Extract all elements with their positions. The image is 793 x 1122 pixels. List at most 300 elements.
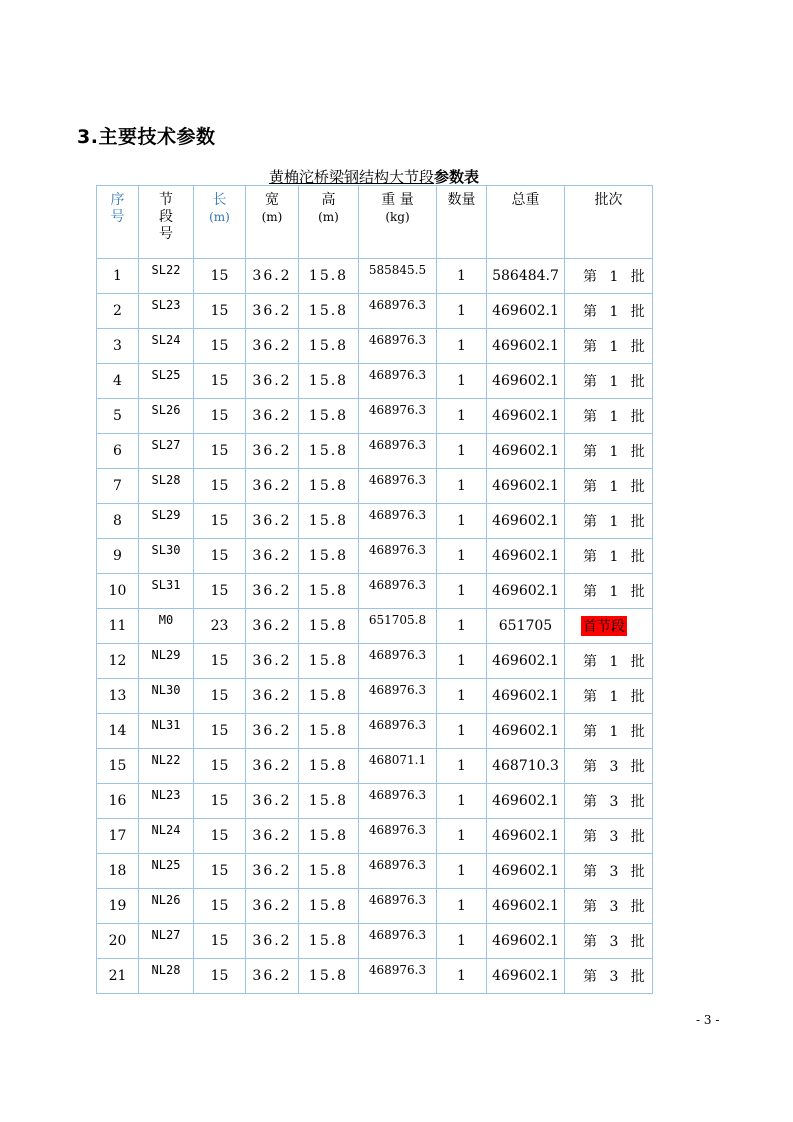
cell-length-text: 15 bbox=[210, 408, 229, 424]
cell-batch bbox=[565, 889, 653, 924]
cell-segment bbox=[139, 434, 194, 469]
cell-index bbox=[97, 784, 139, 819]
cell-height-text: 15.8 bbox=[308, 408, 349, 424]
cell-index bbox=[97, 749, 139, 784]
batch-label: 第 3 批 bbox=[583, 794, 649, 810]
cell-length bbox=[194, 259, 246, 294]
cell-width bbox=[246, 434, 299, 469]
cell-height-text: 15.8 bbox=[308, 828, 349, 844]
cell-quantity bbox=[437, 329, 487, 364]
cell-width-text: 36.2 bbox=[252, 513, 292, 529]
cell-length bbox=[194, 469, 246, 504]
cell-total-weight bbox=[487, 924, 565, 959]
cell-segment-text: SL30 bbox=[151, 543, 181, 557]
cell-length-text: 15 bbox=[210, 863, 229, 879]
cell-index-text: 7 bbox=[113, 478, 122, 494]
cell-length-text: 15 bbox=[210, 968, 229, 984]
cell-total-weight bbox=[487, 959, 565, 994]
cell-index bbox=[97, 329, 139, 364]
cell-total-weight bbox=[487, 609, 565, 644]
table-row bbox=[97, 644, 653, 679]
cell-quantity-text: 1 bbox=[457, 408, 466, 424]
cell-index bbox=[97, 434, 139, 469]
cell-weight-text: 468976.3 bbox=[368, 333, 427, 347]
cell-segment bbox=[139, 259, 194, 294]
cell-segment-text: NL28 bbox=[151, 963, 181, 977]
cell-height bbox=[299, 854, 359, 889]
cell-length bbox=[194, 819, 246, 854]
cell-segment bbox=[139, 539, 194, 574]
cell-height bbox=[299, 364, 359, 399]
cell-quantity-text: 1 bbox=[457, 758, 466, 774]
cell-length-text: 15 bbox=[210, 373, 229, 389]
cell-index-text: 14 bbox=[108, 723, 127, 739]
table-row bbox=[97, 574, 653, 609]
cell-total-weight bbox=[487, 399, 565, 434]
cell-segment bbox=[139, 294, 194, 329]
table-row bbox=[97, 959, 653, 994]
cell-height bbox=[299, 819, 359, 854]
cell-total-weight-text: 469602.1 bbox=[492, 478, 559, 494]
cell-length-text: 15 bbox=[210, 548, 229, 564]
cell-height-text: 15.8 bbox=[308, 898, 349, 914]
cell-segment-text: SL26 bbox=[151, 403, 181, 417]
cell-quantity-text: 1 bbox=[457, 723, 466, 739]
cell-batch bbox=[565, 924, 653, 959]
cell-length bbox=[194, 294, 246, 329]
header-batch: 批次 bbox=[565, 186, 653, 259]
cell-width-text: 36.2 bbox=[252, 863, 292, 879]
cell-total-weight-text: 586484.7 bbox=[492, 268, 559, 284]
cell-segment bbox=[139, 749, 194, 784]
cell-quantity bbox=[437, 959, 487, 994]
header-weight: 重 量 (kg) bbox=[359, 186, 437, 259]
cell-width-text: 36.2 bbox=[252, 933, 292, 949]
batch-label: 第 3 批 bbox=[583, 829, 649, 845]
cell-height bbox=[299, 399, 359, 434]
cell-weight bbox=[359, 294, 437, 329]
cell-quantity-text: 1 bbox=[457, 793, 466, 809]
cell-width bbox=[246, 644, 299, 679]
cell-index bbox=[97, 399, 139, 434]
cell-height-text: 15.8 bbox=[308, 583, 349, 599]
cell-length-text: 15 bbox=[210, 793, 229, 809]
cell-weight bbox=[359, 469, 437, 504]
cell-quantity-text: 1 bbox=[457, 863, 466, 879]
cell-length-text: 15 bbox=[210, 583, 229, 599]
cell-quantity bbox=[437, 539, 487, 574]
cell-segment-text: NL29 bbox=[151, 648, 181, 662]
cell-index-text: 1 bbox=[113, 268, 122, 284]
cell-length-text: 15 bbox=[210, 933, 229, 949]
cell-height-text: 15.8 bbox=[308, 653, 349, 669]
cell-height bbox=[299, 644, 359, 679]
cell-length bbox=[194, 329, 246, 364]
cell-batch bbox=[565, 679, 653, 714]
cell-batch bbox=[565, 259, 653, 294]
cell-total-weight-text: 469602.1 bbox=[492, 373, 559, 389]
table-row bbox=[97, 259, 653, 294]
table-row bbox=[97, 819, 653, 854]
cell-segment-text: NL30 bbox=[151, 683, 181, 697]
cell-total-weight-text: 469602.1 bbox=[492, 583, 559, 599]
cell-index bbox=[97, 259, 139, 294]
cell-total-weight bbox=[487, 749, 565, 784]
cell-weight-text: 468976.3 bbox=[368, 578, 427, 592]
cell-weight-text: 468976.3 bbox=[368, 893, 427, 907]
cell-length-text: 15 bbox=[210, 758, 229, 774]
cell-batch bbox=[565, 959, 653, 994]
cell-height-text: 15.8 bbox=[308, 373, 349, 389]
cell-index-text: 10 bbox=[108, 583, 127, 599]
cell-quantity-text: 1 bbox=[457, 653, 466, 669]
cell-height bbox=[299, 574, 359, 609]
cell-index bbox=[97, 504, 139, 539]
cell-index-text: 11 bbox=[108, 618, 127, 634]
cell-segment bbox=[139, 364, 194, 399]
cell-length-text: 15 bbox=[210, 723, 229, 739]
cell-weight bbox=[359, 504, 437, 539]
cell-weight-text: 468976.3 bbox=[368, 298, 427, 312]
batch-label: 第 3 批 bbox=[583, 934, 649, 950]
cell-segment-text: NL31 bbox=[151, 718, 181, 732]
cell-total-weight bbox=[487, 819, 565, 854]
cell-weight-text: 468976.3 bbox=[368, 648, 427, 662]
cell-total-weight bbox=[487, 364, 565, 399]
batch-label: 第 1 批 bbox=[583, 479, 649, 495]
table-title bbox=[96, 166, 652, 187]
cell-height bbox=[299, 469, 359, 504]
cell-batch bbox=[565, 539, 653, 574]
cell-width bbox=[246, 399, 299, 434]
page-number: - 3 - bbox=[696, 1013, 720, 1027]
cell-total-weight-text: 469602.1 bbox=[492, 443, 559, 459]
cell-height-text: 15.8 bbox=[308, 793, 349, 809]
cell-index-text: 19 bbox=[108, 898, 127, 914]
cell-weight-text: 468976.3 bbox=[368, 543, 427, 557]
cell-batch bbox=[565, 364, 653, 399]
section-heading: 3.主要技术参数 bbox=[77, 126, 216, 148]
cell-width-text: 36.2 bbox=[252, 408, 292, 424]
cell-segment bbox=[139, 854, 194, 889]
cell-index bbox=[97, 924, 139, 959]
batch-label: 第 3 批 bbox=[583, 969, 649, 985]
table-row bbox=[97, 434, 653, 469]
cell-batch bbox=[565, 399, 653, 434]
table-row bbox=[97, 504, 653, 539]
cell-segment-text: NL22 bbox=[151, 753, 181, 767]
cell-total-weight bbox=[487, 574, 565, 609]
cell-batch bbox=[565, 329, 653, 364]
cell-index bbox=[97, 469, 139, 504]
cell-quantity-text: 1 bbox=[457, 443, 466, 459]
batch-label: 第 3 批 bbox=[583, 899, 649, 915]
cell-width-text: 36.2 bbox=[252, 653, 292, 669]
cell-quantity-text: 1 bbox=[457, 688, 466, 704]
batch-label: 第 1 批 bbox=[583, 584, 649, 600]
cell-index bbox=[97, 539, 139, 574]
cell-weight-text: 468976.3 bbox=[368, 858, 427, 872]
table-row bbox=[97, 924, 653, 959]
cell-index bbox=[97, 574, 139, 609]
table-title-suffix: 参数表 bbox=[434, 168, 480, 186]
header-width: 宽 (m) bbox=[246, 186, 299, 259]
cell-index-text: 5 bbox=[113, 408, 122, 424]
cell-segment bbox=[139, 469, 194, 504]
cell-weight bbox=[359, 609, 437, 644]
cell-total-weight-text: 469602.1 bbox=[492, 338, 559, 354]
cell-width bbox=[246, 609, 299, 644]
cell-index bbox=[97, 854, 139, 889]
cell-height-text: 15.8 bbox=[308, 443, 349, 459]
cell-length bbox=[194, 399, 246, 434]
cell-weight-text: 468071.1 bbox=[368, 753, 427, 767]
cell-segment-text: NL25 bbox=[151, 858, 181, 872]
table-row bbox=[97, 854, 653, 889]
cell-weight bbox=[359, 259, 437, 294]
cell-width-text: 36.2 bbox=[252, 443, 292, 459]
cell-index-text: 21 bbox=[108, 968, 127, 984]
cell-height bbox=[299, 679, 359, 714]
cell-weight bbox=[359, 819, 437, 854]
table-row bbox=[97, 889, 653, 924]
cell-width-text: 36.2 bbox=[252, 268, 292, 284]
cell-quantity bbox=[437, 364, 487, 399]
batch-label: 第 1 批 bbox=[583, 514, 649, 530]
cell-weight-text: 468976.3 bbox=[368, 473, 427, 487]
cell-quantity-text: 1 bbox=[457, 828, 466, 844]
cell-segment-text: SL22 bbox=[151, 263, 181, 277]
header-height: 高 (m) bbox=[299, 186, 359, 259]
cell-quantity-text: 1 bbox=[457, 268, 466, 284]
cell-height bbox=[299, 539, 359, 574]
cell-batch bbox=[565, 294, 653, 329]
cell-width-text: 36.2 bbox=[252, 968, 292, 984]
cell-length bbox=[194, 679, 246, 714]
cell-segment bbox=[139, 714, 194, 749]
cell-index-text: 15 bbox=[108, 758, 127, 774]
cell-total-weight bbox=[487, 434, 565, 469]
cell-length-text: 15 bbox=[210, 898, 229, 914]
cell-width-text: 36.2 bbox=[252, 478, 292, 494]
cell-height-text: 15.8 bbox=[308, 268, 349, 284]
cell-segment-text: SL27 bbox=[151, 438, 181, 452]
cell-length bbox=[194, 434, 246, 469]
cell-total-weight-text: 469602.1 bbox=[492, 653, 559, 669]
cell-weight-text: 468976.3 bbox=[368, 928, 427, 942]
cell-segment bbox=[139, 924, 194, 959]
cell-total-weight bbox=[487, 889, 565, 924]
cell-index-text: 20 bbox=[108, 933, 127, 949]
cell-width bbox=[246, 574, 299, 609]
cell-quantity bbox=[437, 854, 487, 889]
cell-quantity bbox=[437, 644, 487, 679]
cell-weight-text: 468976.3 bbox=[368, 508, 427, 522]
cell-segment bbox=[139, 889, 194, 924]
cell-total-weight bbox=[487, 679, 565, 714]
cell-quantity bbox=[437, 924, 487, 959]
cell-length bbox=[194, 574, 246, 609]
cell-quantity bbox=[437, 434, 487, 469]
batch-label: 第 1 批 bbox=[583, 409, 649, 425]
table-row bbox=[97, 539, 653, 574]
batch-label: 第 1 批 bbox=[583, 654, 649, 670]
cell-index bbox=[97, 714, 139, 749]
cell-weight bbox=[359, 399, 437, 434]
cell-quantity bbox=[437, 679, 487, 714]
cell-length-text: 15 bbox=[210, 653, 229, 669]
cell-height bbox=[299, 609, 359, 644]
cell-quantity-text: 1 bbox=[457, 513, 466, 529]
cell-segment bbox=[139, 819, 194, 854]
segment-parameter-table bbox=[96, 185, 653, 994]
cell-batch bbox=[565, 434, 653, 469]
cell-batch bbox=[565, 609, 653, 644]
cell-segment bbox=[139, 784, 194, 819]
table-row bbox=[97, 784, 653, 819]
cell-total-weight bbox=[487, 854, 565, 889]
batch-label: 第 1 批 bbox=[583, 549, 649, 565]
cell-height-text: 15.8 bbox=[308, 618, 349, 634]
header-segment: 节 段 号 bbox=[139, 186, 194, 259]
cell-length bbox=[194, 714, 246, 749]
cell-total-weight bbox=[487, 259, 565, 294]
cell-length-text: 15 bbox=[210, 268, 229, 284]
cell-height bbox=[299, 784, 359, 819]
cell-width-text: 36.2 bbox=[252, 618, 292, 634]
batch-label: 第 3 批 bbox=[583, 864, 649, 880]
cell-quantity bbox=[437, 469, 487, 504]
cell-length-text: 15 bbox=[210, 828, 229, 844]
cell-width bbox=[246, 679, 299, 714]
cell-length bbox=[194, 364, 246, 399]
cell-batch bbox=[565, 574, 653, 609]
cell-quantity bbox=[437, 504, 487, 539]
cell-batch bbox=[565, 469, 653, 504]
cell-total-weight bbox=[487, 294, 565, 329]
cell-index bbox=[97, 819, 139, 854]
cell-width-text: 36.2 bbox=[252, 583, 292, 599]
cell-quantity-text: 1 bbox=[457, 478, 466, 494]
cell-length-text: 15 bbox=[210, 513, 229, 529]
cell-height-text: 15.8 bbox=[308, 303, 349, 319]
cell-total-weight bbox=[487, 644, 565, 679]
cell-segment bbox=[139, 959, 194, 994]
cell-weight bbox=[359, 364, 437, 399]
cell-total-weight bbox=[487, 784, 565, 819]
cell-index-text: 3 bbox=[113, 338, 122, 354]
cell-quantity-text: 1 bbox=[457, 338, 466, 354]
first-segment-badge: 首节段 bbox=[581, 616, 627, 636]
cell-segment-text: SL24 bbox=[151, 333, 181, 347]
cell-index-text: 13 bbox=[108, 688, 127, 704]
cell-total-weight-text: 468710.3 bbox=[492, 758, 559, 774]
cell-weight bbox=[359, 889, 437, 924]
batch-label: 第 1 批 bbox=[583, 304, 649, 320]
cell-total-weight bbox=[487, 539, 565, 574]
cell-width-text: 36.2 bbox=[252, 898, 292, 914]
cell-index bbox=[97, 294, 139, 329]
cell-quantity bbox=[437, 259, 487, 294]
cell-index-text: 9 bbox=[113, 548, 122, 564]
cell-total-weight-text: 469602.1 bbox=[492, 513, 559, 529]
cell-height-text: 15.8 bbox=[308, 478, 349, 494]
cell-total-weight bbox=[487, 329, 565, 364]
cell-width bbox=[246, 329, 299, 364]
table-body bbox=[97, 259, 653, 994]
cell-height-text: 15.8 bbox=[308, 968, 349, 984]
cell-quantity bbox=[437, 784, 487, 819]
table-row bbox=[97, 714, 653, 749]
table-row bbox=[97, 749, 653, 784]
cell-height bbox=[299, 889, 359, 924]
cell-weight-text: 651705.8 bbox=[368, 613, 427, 627]
cell-length bbox=[194, 889, 246, 924]
cell-index-text: 8 bbox=[113, 513, 122, 529]
cell-total-weight-text: 469602.1 bbox=[492, 898, 559, 914]
cell-length-text: 15 bbox=[210, 443, 229, 459]
cell-batch bbox=[565, 784, 653, 819]
cell-index bbox=[97, 679, 139, 714]
cell-length bbox=[194, 504, 246, 539]
cell-total-weight bbox=[487, 714, 565, 749]
cell-length bbox=[194, 609, 246, 644]
cell-weight-text: 468976.3 bbox=[368, 683, 427, 697]
cell-length-text: 15 bbox=[210, 338, 229, 354]
cell-index bbox=[97, 889, 139, 924]
cell-height bbox=[299, 749, 359, 784]
batch-label: 第 1 批 bbox=[583, 339, 649, 355]
table-row bbox=[97, 679, 653, 714]
cell-height bbox=[299, 924, 359, 959]
batch-label: 第 1 批 bbox=[583, 689, 649, 705]
cell-index-text: 16 bbox=[108, 793, 127, 809]
cell-width bbox=[246, 959, 299, 994]
table-row bbox=[97, 469, 653, 504]
cell-total-weight bbox=[487, 504, 565, 539]
cell-batch bbox=[565, 644, 653, 679]
cell-quantity bbox=[437, 399, 487, 434]
cell-weight bbox=[359, 574, 437, 609]
table-row bbox=[97, 609, 653, 644]
cell-batch bbox=[565, 504, 653, 539]
cell-batch bbox=[565, 819, 653, 854]
cell-height-text: 15.8 bbox=[308, 758, 349, 774]
cell-index-text: 18 bbox=[108, 863, 127, 879]
cell-weight-text: 468976.3 bbox=[368, 788, 427, 802]
cell-weight bbox=[359, 854, 437, 889]
cell-width-text: 36.2 bbox=[252, 373, 292, 389]
cell-index-text: 17 bbox=[108, 828, 127, 844]
cell-weight-text: 468976.3 bbox=[368, 963, 427, 977]
cell-height bbox=[299, 504, 359, 539]
cell-segment-text: SL28 bbox=[151, 473, 181, 487]
cell-height bbox=[299, 714, 359, 749]
cell-weight bbox=[359, 959, 437, 994]
cell-length bbox=[194, 644, 246, 679]
cell-height-text: 15.8 bbox=[308, 338, 349, 354]
cell-weight-text: 468976.3 bbox=[368, 718, 427, 732]
cell-segment bbox=[139, 574, 194, 609]
table-row bbox=[97, 364, 653, 399]
header-total-weight: 总重 bbox=[487, 186, 565, 259]
batch-label: 第 1 批 bbox=[583, 269, 649, 285]
cell-weight bbox=[359, 539, 437, 574]
cell-length bbox=[194, 749, 246, 784]
cell-width-text: 36.2 bbox=[252, 338, 292, 354]
cell-weight bbox=[359, 644, 437, 679]
cell-segment bbox=[139, 329, 194, 364]
